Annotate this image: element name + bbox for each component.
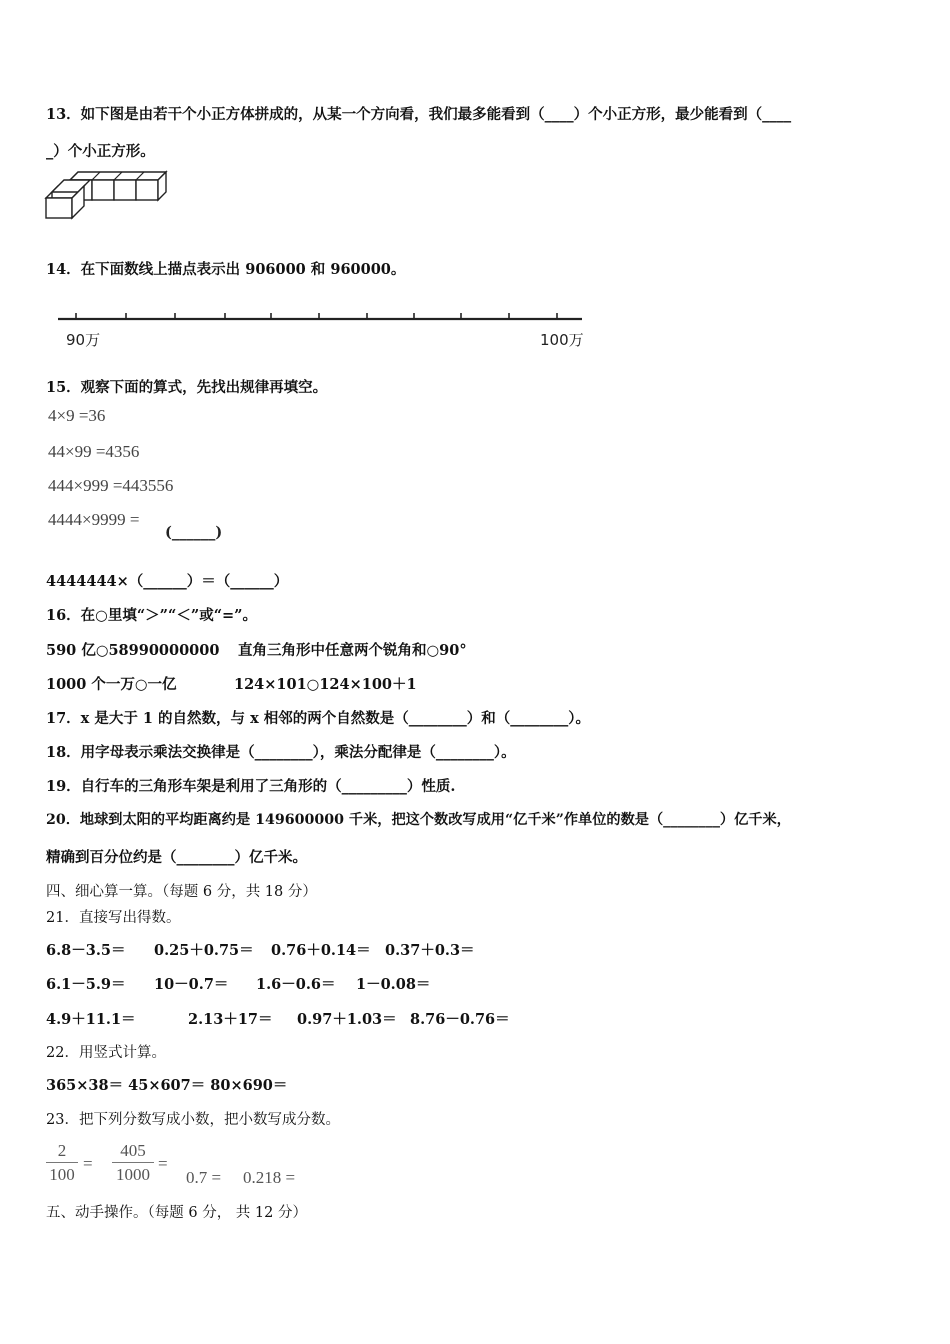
q21-r2-c3: 1.6－0.6＝ — [256, 976, 336, 993]
q15-eq3: 444×999 =443556 — [48, 476, 174, 495]
q23-text: 23．把下列分数写成小数，把小数写成分数。 — [46, 1112, 340, 1128]
q23-fraction-1-denominator: 100 — [49, 1165, 75, 1184]
section-4-heading: 四、细心算一算。（每题 6 分，共 18 分） — [46, 884, 317, 900]
q20-line1: 20．地球到太阳的平均距离约是 149600000 千米，把这个数改写成用“亿千米”作单位的数是（________）亿千米， — [46, 812, 791, 828]
number-line — [52, 305, 592, 327]
number-line-right-label: 100万 — [540, 331, 584, 349]
q21-r3-c4: 8.76－0.76＝ — [410, 1011, 510, 1028]
q21-r1-c1: 6.8－3.5＝ — [46, 942, 126, 959]
q23-decimal-2: 0.218 = — [243, 1168, 296, 1187]
q18-text: 18．用字母表示乘法交换律是（________），乘法分配律是（________）。 — [46, 744, 516, 761]
q15-eq4-blank: (______) — [165, 524, 223, 541]
q23-equals-1: = — [83, 1154, 93, 1173]
q23-decimal-1: 0.7 = — [186, 1168, 222, 1187]
cube-figure — [44, 168, 170, 222]
q21-r3-c1: 4.9＋11.1＝ — [46, 1011, 136, 1028]
q16-row2-b: 124×101○124×100＋1 — [234, 676, 417, 693]
q13-line1: 13．如下图是由若干个小正方体拼成的，从某一个方向看，我们最多能看到（____）个小正方形，最少能看到（____ — [46, 106, 792, 123]
q22-row: 365×38＝ 45×607＝ 80×690＝ — [46, 1077, 288, 1094]
q16-row1-a: 590 亿○58990000000 — [46, 642, 220, 659]
q16-row1-b: 直角三角形中任意两个锐角和○90° — [238, 642, 467, 659]
q13-line2: _）个小正方形。 — [46, 143, 155, 160]
q17-text: 17．x 是大于 1 的自然数，与 x 相邻的两个自然数是（________）和（________）。 — [46, 710, 591, 727]
number-line-left-label: 90万 — [66, 331, 101, 349]
q16-row2-a: 1000 个一万○一亿 — [46, 676, 177, 693]
q21-r3-c3: 0.97＋1.03＝ — [297, 1011, 397, 1028]
q16-text: 16．在○里填“＞”“＜”或“=”。 — [46, 607, 258, 624]
q14-text: 14．在下面数线上描点表示出 906000 和 960000。 — [46, 261, 406, 278]
q21-r1-c4: 0.37＋0.3＝ — [385, 942, 475, 959]
q23-equals-2: = — [158, 1154, 168, 1173]
q23-fraction-2 — [112, 1141, 154, 1185]
q15-eq1: 4×9 =36 — [48, 406, 106, 425]
q15-text: 15．观察下面的算式，先找出规律再填空。 — [46, 379, 328, 396]
q21-r2-c1: 6.1－5.9＝ — [46, 976, 126, 993]
q21-r1-c2: 0.25＋0.75＝ — [154, 942, 254, 959]
q15-eq5: 4444444×（______）＝（______） — [46, 573, 289, 590]
q15-eq2: 44×99 =4356 — [48, 442, 140, 461]
q23-fraction-2-denominator: 1000 — [116, 1165, 150, 1184]
q15-eq4: 4444×9999 = — [48, 510, 140, 529]
q22-text: 22．用竖式计算。 — [46, 1045, 166, 1061]
section-5-heading: 五、动手操作。（每题 6 分， 共 12 分） — [46, 1205, 307, 1221]
q19-text: 19．自行车的三角形车架是利用了三角形的（_________）性质. — [46, 778, 456, 795]
q21-r1-c3: 0.76＋0.14＝ — [271, 942, 371, 959]
q21-r3-c2: 2.13＋17＝ — [188, 1011, 273, 1028]
q23-fraction-1 — [46, 1141, 78, 1185]
q23-fraction-2-numerator: 405 — [112, 1141, 154, 1163]
q21-r2-c4: 1－0.08＝ — [356, 976, 431, 993]
q21-text: 21．直接写出得数。 — [46, 910, 181, 926]
q20-line2: 精确到百分位约是（________）亿千米。 — [46, 849, 307, 866]
q23-fraction-1-numerator: 2 — [46, 1141, 78, 1163]
q21-r2-c2: 10－0.7＝ — [154, 976, 229, 993]
